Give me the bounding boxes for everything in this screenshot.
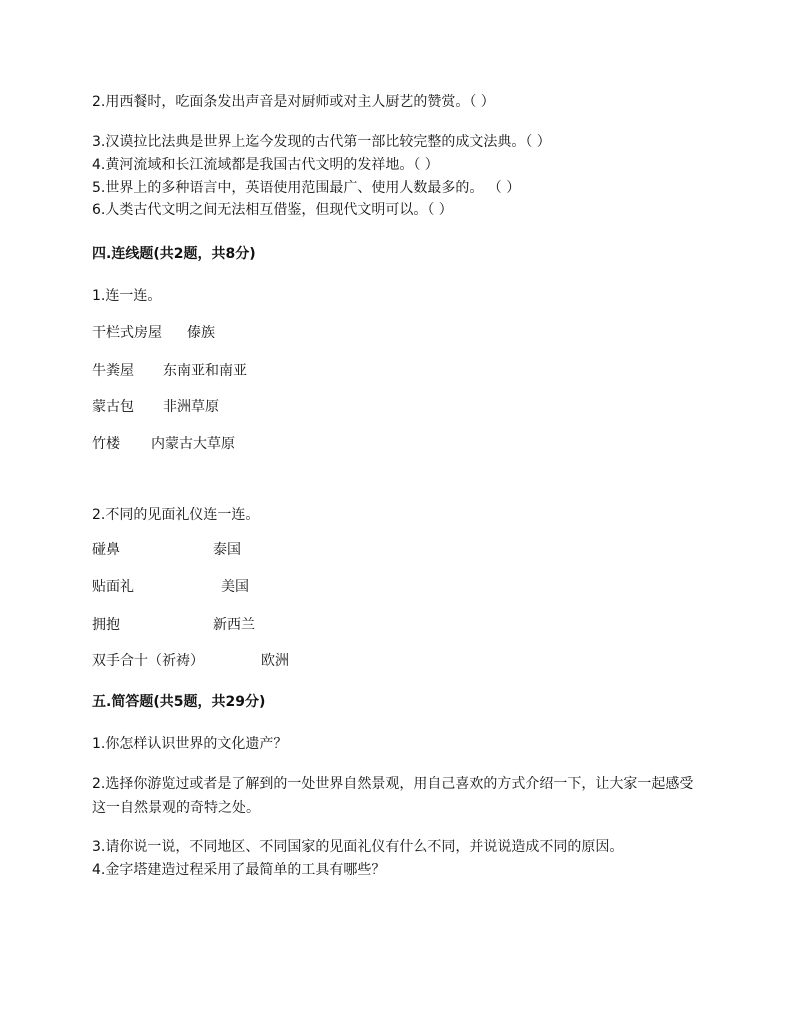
matching-1-right-1: 傣族 xyxy=(187,325,215,341)
matching-1-left-1: 干栏式房屋 xyxy=(92,325,162,341)
matching-1-right-3: 非洲草原 xyxy=(163,399,219,415)
true-false-question-2: 2.用西餐时，吃面条发出声音是对厨师或对主人厨艺的赞赏。（ ） xyxy=(92,94,495,110)
true-false-question-5: 5.世界上的多种语言中，英语使用范围最广、使用人数最多的。 （ ） xyxy=(92,180,521,196)
matching-1-right-4: 内蒙古大草原 xyxy=(151,436,235,452)
matching-1-left-3: 蒙古包 xyxy=(92,399,134,415)
matching-2-left-4: 双手合十（祈祷） xyxy=(92,653,204,669)
matching-1-right-2: 东南亚和南亚 xyxy=(163,363,247,379)
matching-question-1-label: 1.连一连。 xyxy=(92,288,162,304)
short-answer-question-2: 2.选择你游览过或者是了解到的一处世界自然景观，用自己喜欢的方式介绍一下，让大家一起感受这一自然景观的奇特之处。 xyxy=(92,776,694,816)
matching-1-left-2: 牛粪屋 xyxy=(92,363,134,379)
short-answer-question-4: 4.金字塔建造过程采用了最简单的工具有哪些？ xyxy=(92,862,386,878)
matching-2-right-2: 美国 xyxy=(221,579,249,595)
matching-2-right-3: 新西兰 xyxy=(213,617,255,633)
true-false-question-6: 6.人类古代文明之间无法相互借鉴，但现代文明可以。（ ） xyxy=(92,202,453,218)
matching-2-left-1: 碰鼻 xyxy=(92,542,120,558)
section-5-title: 五.简答题(共5题，共29分) xyxy=(92,694,266,710)
short-answer-question-3: 3.请你说一说，不同地区、不同国家的见面礼仪有什么不同，并说说造成不同的原因。 xyxy=(92,839,624,855)
matching-1-left-4: 竹楼 xyxy=(92,436,120,452)
matching-2-right-4: 欧洲 xyxy=(261,653,289,669)
matching-2-left-2: 贴面礼 xyxy=(92,579,134,595)
section-4-title: 四.连线题(共2题，共8分) xyxy=(92,246,256,262)
matching-question-2-label: 2.不同的见面礼仪连一连。 xyxy=(92,507,260,523)
matching-2-left-3: 拥抱 xyxy=(92,617,120,633)
short-answer-question-1: 1.你怎样认识世界的文化遗产？ xyxy=(92,736,288,752)
matching-2-right-1: 泰国 xyxy=(213,542,241,558)
true-false-question-4: 4.黄河流域和长江流域都是我国古代文明的发祥地。（ ） xyxy=(92,157,439,173)
true-false-question-3: 3.汉谟拉比法典是世界上迄今发现的古代第一部比较完整的成文法典。（ ） xyxy=(92,134,551,150)
